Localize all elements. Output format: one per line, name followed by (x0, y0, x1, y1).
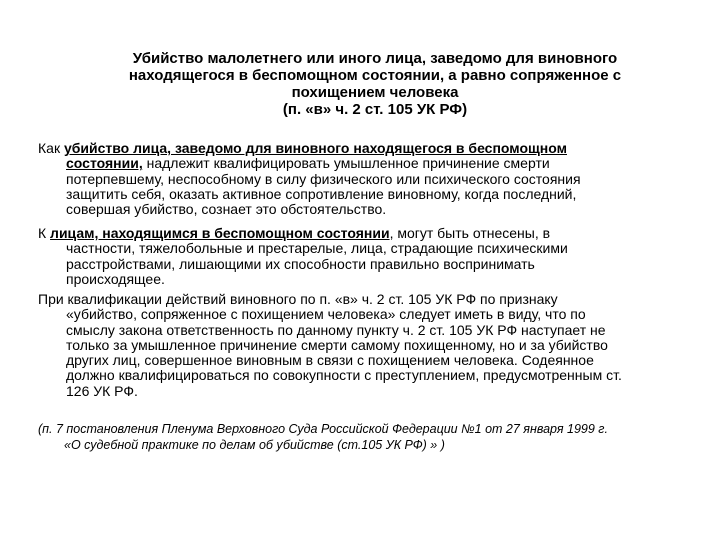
paragraph-lead: К (38, 225, 51, 241)
title-line-2: находящегося в беспомощном состоянии, а равно сопряженное с (128, 67, 622, 84)
citation-line-2: «О судебной практике по делам об убийстве (ст.105 УК РФ) » ) (64, 438, 445, 452)
title-line-1: Убийство малолетнего или иного лица, заведомо для виновного (132, 50, 618, 67)
paragraph-line: должно квалифицироваться по совокупности с преступлением, предусмотренным ст. (66, 367, 622, 384)
title-line-4: (п. «в» ч. 2 ст. 105 УК РФ) (282, 101, 468, 118)
emphasized-term: состоянии, (66, 155, 143, 172)
paragraph-line: других лиц, совершенное виновным в связи с похищением человека. Содеянное (66, 352, 594, 369)
paragraph-lead: Как (38, 140, 64, 156)
paragraph-text: надлежит квалифицировать умышленное причинение смерти (142, 155, 550, 172)
paragraph-line: смыслу закона ответственность по данному пункту ч. 2 ст. 105 УК РФ наступает не (66, 321, 606, 338)
paragraph-line: только за умышленное причинение смерти самому похищенному, но и за убийство (66, 336, 608, 353)
paragraph-line: «убийство, сопряженное с похищением человека» следует иметь в виду, что по (66, 306, 586, 323)
paragraph-line (38, 141, 706, 156)
paragraph-line: 126 УК РФ. (66, 382, 138, 399)
paragraph-line (38, 156, 706, 171)
title-line-3: похищением человека (291, 84, 459, 101)
paragraph-helpless-murder (38, 141, 706, 217)
paragraph-line (38, 226, 706, 241)
paragraph-line: расстройствами, лишающими их способности правильно воспринимать (66, 255, 535, 272)
paragraph-line: При квалификации действий виновного по п. «в» ч. 2 ст. 105 УК РФ по признаку (38, 291, 558, 307)
paragraph-line: совершая убийство, сознает это обстоятельство. (66, 201, 387, 218)
source-citation (38, 421, 706, 453)
emphasized-term: лицам, находящимся в беспомощном состоянии (50, 225, 390, 241)
paragraph-line: потерпевшему, неспособному в силу физического или психического состояния (66, 170, 581, 187)
paragraph-text: , могут быть отнесены, в (389, 225, 551, 241)
paragraph-kidnapping (38, 292, 706, 399)
emphasized-term: убийство лица, заведомо для виновного находящегося в беспомощном (63, 140, 567, 156)
document-title (80, 50, 670, 118)
paragraph-line: защитить себя, оказать активное сопротивление виновному, когда последний, (66, 185, 577, 202)
paragraph-line: частности, тяжелобольные и престарелые, лица, страдающие психическими (66, 240, 568, 257)
paragraph-line: происходящее. (66, 270, 165, 287)
citation-line-1: (п. 7 постановления Пленума Верховного Суда Российской Федерации №1 от 27 января 1999 г. (38, 422, 608, 436)
paragraph-helpless-persons (38, 226, 706, 287)
